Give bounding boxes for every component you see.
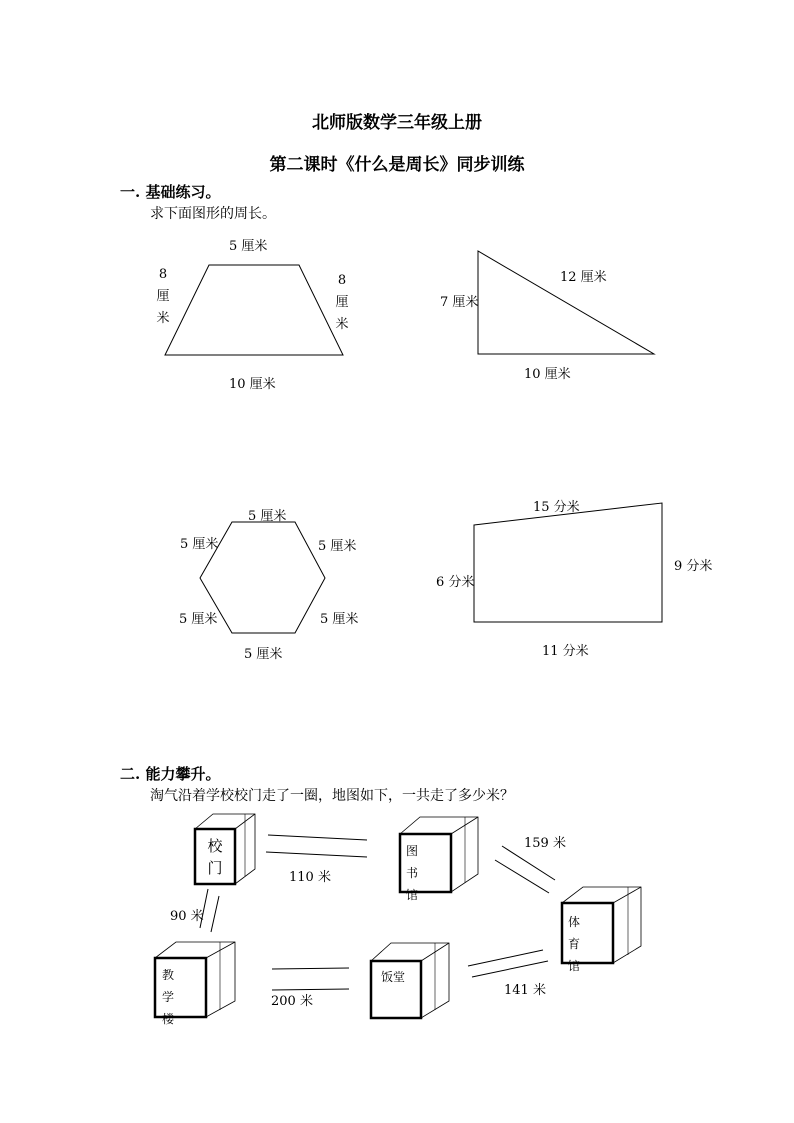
hexagon-shape bbox=[200, 522, 325, 633]
quadrilateral-shape bbox=[474, 503, 662, 622]
distance-gate-teaching: 90 米 bbox=[170, 909, 204, 924]
building-canteen-label: 饭堂 bbox=[381, 970, 406, 984]
distance-library-gym: 159 米 bbox=[524, 836, 566, 851]
triangle-hypotenuse-label: 12 厘米 bbox=[560, 270, 607, 285]
hexagon-upper-left-label: 5 厘米 bbox=[180, 537, 219, 552]
quad-right-label: 9 分米 bbox=[674, 559, 713, 574]
trapezoid-top-label: 5 厘米 bbox=[229, 239, 268, 254]
trapezoid-shape bbox=[165, 265, 343, 355]
building-gate-label: 校门 bbox=[207, 837, 223, 877]
section-2-question: 淘气沿着学校校门走了一圈，地图如下，一共走了多少米？ bbox=[150, 788, 514, 804]
distance-gate-library: 110 米 bbox=[289, 870, 331, 885]
hexagon-upper-right-label: 5 厘米 bbox=[318, 539, 357, 554]
map-paths bbox=[200, 835, 555, 990]
quad-bottom-label: 11 分米 bbox=[542, 644, 589, 659]
trapezoid-left-label: 8厘米 bbox=[156, 267, 170, 326]
section-1-heading: 一. 基础练习。 bbox=[120, 183, 221, 201]
section-1-instruction: 求下面图形的周长。 bbox=[150, 206, 276, 222]
page-subtitle: 第二课时《什么是周长》同步训练 bbox=[269, 155, 525, 175]
building-teaching-label: 教学楼 bbox=[162, 968, 183, 1026]
hexagon-lower-right-label: 5 厘米 bbox=[320, 612, 359, 627]
building-gym-label: 体育馆 bbox=[568, 915, 589, 973]
hexagon-top-label: 5 厘米 bbox=[248, 509, 287, 524]
building-library-label: 图书馆 bbox=[406, 844, 427, 902]
distance-canteen-gym: 141 米 bbox=[504, 983, 546, 998]
page-title: 北师版数学三年级上册 bbox=[312, 113, 482, 133]
section-2-heading: 二. 能力攀升。 bbox=[120, 765, 221, 783]
hexagon-lower-left-label: 5 厘米 bbox=[179, 612, 218, 627]
triangle-base-label: 10 厘米 bbox=[524, 367, 571, 382]
trapezoid-bottom-label: 10 厘米 bbox=[229, 377, 276, 392]
triangle-vertical-label: 7 厘米 bbox=[440, 295, 479, 310]
trapezoid-right-label: 8厘米 bbox=[335, 273, 349, 332]
distance-teaching-canteen: 200 米 bbox=[271, 994, 313, 1009]
quad-top-label: 15 分米 bbox=[533, 500, 580, 515]
hexagon-bottom-label: 5 厘米 bbox=[244, 647, 283, 662]
quad-left-label: 6 分米 bbox=[436, 575, 475, 590]
